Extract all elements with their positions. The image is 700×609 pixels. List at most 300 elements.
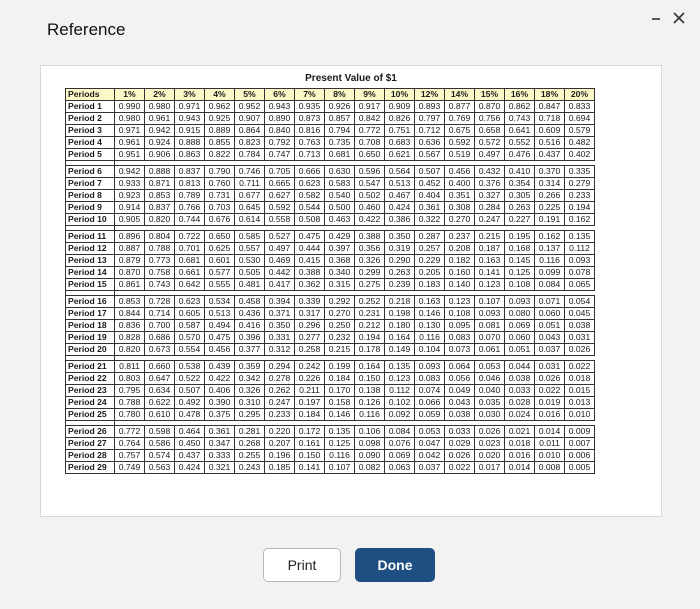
pv-cell: 0.424 (385, 202, 415, 214)
pv-cell: 0.135 (565, 231, 595, 243)
pv-cell: 0.757 (115, 450, 145, 462)
pv-cell: 0.816 (295, 125, 325, 137)
pv-cell: 0.417 (265, 279, 295, 291)
header-rate: 1% (115, 89, 145, 101)
pv-cell: 0.008 (535, 462, 565, 474)
pv-cell: 0.666 (295, 166, 325, 178)
pv-cell: 0.263 (385, 267, 415, 279)
pv-cell: 0.229 (415, 255, 445, 267)
table-row (66, 202, 595, 214)
pv-cell: 0.194 (565, 202, 595, 214)
pv-cell: 0.141 (295, 462, 325, 474)
pv-cell: 0.790 (205, 166, 235, 178)
present-value-table (65, 88, 595, 474)
pv-cell: 0.370 (535, 166, 565, 178)
pv-cell: 0.625 (205, 243, 235, 255)
pv-cell: 0.037 (415, 462, 445, 474)
pv-cell: 0.182 (445, 255, 475, 267)
pv-cell: 0.232 (325, 332, 355, 344)
period-label: Period 25 (66, 409, 115, 421)
pv-cell: 0.010 (565, 409, 595, 421)
pv-cell: 0.220 (265, 426, 295, 438)
pv-cell: 0.713 (295, 149, 325, 161)
pv-cell: 0.952 (235, 101, 265, 113)
pv-cell: 0.442 (265, 267, 295, 279)
pv-cell: 0.823 (235, 137, 265, 149)
header-rate: 9% (355, 89, 385, 101)
pv-cell: 0.747 (265, 149, 295, 161)
pv-cell: 0.278 (265, 373, 295, 385)
pv-cell: 0.636 (415, 137, 445, 149)
pv-cell: 0.862 (505, 101, 535, 113)
pv-cell: 0.081 (475, 320, 505, 332)
pv-cell: 0.469 (265, 255, 295, 267)
pv-cell: 0.534 (205, 296, 235, 308)
period-label: Period 11 (66, 231, 115, 243)
table-row (66, 137, 595, 149)
pv-cell: 0.683 (385, 137, 415, 149)
pv-cell: 0.035 (475, 397, 505, 409)
pv-cell: 0.388 (355, 231, 385, 243)
pv-cell: 0.107 (325, 462, 355, 474)
pv-cell: 0.233 (265, 409, 295, 421)
pv-cell: 0.650 (205, 231, 235, 243)
pv-cell: 0.505 (235, 267, 265, 279)
pv-cell: 0.339 (295, 296, 325, 308)
pv-cell: 0.205 (415, 267, 445, 279)
pv-cell: 0.926 (325, 101, 355, 113)
pv-cell: 0.942 (145, 125, 175, 137)
pv-cell: 0.397 (325, 243, 355, 255)
pv-cell: 0.889 (205, 125, 235, 137)
pv-cell: 0.452 (415, 178, 445, 190)
pv-cell: 0.296 (295, 320, 325, 332)
pv-cell: 0.212 (355, 320, 385, 332)
pv-cell: 0.410 (505, 166, 535, 178)
header-rate: 20% (565, 89, 595, 101)
pv-cell: 0.820 (115, 344, 145, 356)
period-label: Period 20 (66, 344, 115, 356)
pv-cell: 0.513 (205, 308, 235, 320)
pv-cell: 0.029 (445, 438, 475, 450)
pv-cell: 0.516 (535, 137, 565, 149)
pv-cell: 0.429 (325, 231, 355, 243)
pv-cell: 0.158 (325, 397, 355, 409)
pv-cell: 0.146 (325, 409, 355, 421)
pv-cell: 0.073 (445, 344, 475, 356)
pv-cell: 0.356 (355, 243, 385, 255)
pv-cell: 0.582 (295, 190, 325, 202)
pv-cell: 0.475 (295, 231, 325, 243)
pv-cell: 0.853 (145, 190, 175, 202)
table-row (66, 214, 595, 226)
pv-cell: 0.788 (115, 397, 145, 409)
pv-cell: 0.500 (325, 202, 355, 214)
period-label: Period 22 (66, 373, 115, 385)
pv-cell: 0.184 (325, 373, 355, 385)
table-row (66, 231, 595, 243)
period-label: Period 2 (66, 113, 115, 125)
close-button[interactable] (671, 10, 687, 26)
pv-cell: 0.980 (145, 101, 175, 113)
minimize-button[interactable] (648, 10, 664, 26)
pv-cell: 0.711 (235, 178, 265, 190)
pv-cell: 0.258 (295, 344, 325, 356)
pv-cell: 0.009 (565, 426, 595, 438)
pv-cell: 0.887 (115, 243, 145, 255)
pv-cell: 0.197 (295, 397, 325, 409)
pv-cell: 0.893 (415, 101, 445, 113)
pv-cell: 0.031 (535, 361, 565, 373)
pv-cell: 0.191 (535, 214, 565, 226)
pv-cell: 0.555 (205, 279, 235, 291)
pv-cell: 0.270 (325, 308, 355, 320)
pv-cell: 0.187 (475, 243, 505, 255)
pv-cell: 0.172 (295, 426, 325, 438)
table-row (66, 178, 595, 190)
pv-cell: 0.743 (505, 113, 535, 125)
pv-cell: 0.063 (385, 462, 415, 474)
pv-cell: 0.879 (115, 255, 145, 267)
pv-cell: 0.033 (505, 385, 535, 397)
pv-cell: 0.853 (115, 296, 145, 308)
pv-cell: 0.076 (385, 438, 415, 450)
pv-cell: 0.935 (295, 101, 325, 113)
pv-cell: 0.237 (445, 231, 475, 243)
pv-cell: 0.168 (505, 243, 535, 255)
pv-cell: 0.962 (205, 101, 235, 113)
pv-cell: 0.315 (325, 279, 355, 291)
pv-cell: 0.150 (295, 450, 325, 462)
pv-cell: 0.010 (535, 450, 565, 462)
pv-cell: 0.093 (565, 255, 595, 267)
period-label: Period 1 (66, 101, 115, 113)
pv-cell: 0.239 (385, 279, 415, 291)
period-label: Period 12 (66, 243, 115, 255)
pv-cell: 0.371 (265, 308, 295, 320)
pv-cell: 0.705 (265, 166, 295, 178)
pv-cell: 0.294 (265, 361, 295, 373)
pv-cell: 0.464 (175, 426, 205, 438)
pv-cell: 0.150 (355, 373, 385, 385)
pv-cell: 0.871 (145, 178, 175, 190)
pv-cell: 0.642 (175, 279, 205, 291)
header-rate: 14% (445, 89, 475, 101)
pv-cell: 0.090 (355, 450, 385, 462)
pv-cell: 0.026 (445, 450, 475, 462)
pv-cell: 0.040 (475, 385, 505, 397)
pv-cell: 0.476 (505, 149, 535, 161)
pv-cell: 0.826 (385, 113, 415, 125)
pv-cell: 0.011 (535, 438, 565, 450)
table-row (66, 450, 595, 462)
pv-cell: 0.116 (325, 450, 355, 462)
pv-cell: 0.247 (475, 214, 505, 226)
pv-cell: 0.763 (295, 137, 325, 149)
pv-cell: 0.051 (535, 320, 565, 332)
header-rate: 16% (505, 89, 535, 101)
table-row (66, 255, 595, 267)
pv-cell: 0.432 (475, 166, 505, 178)
period-label: Period 3 (66, 125, 115, 137)
pv-cell: 0.773 (145, 255, 175, 267)
table-row (66, 267, 595, 279)
pv-cell: 0.623 (175, 296, 205, 308)
pv-cell: 0.460 (355, 202, 385, 214)
table-row (66, 385, 595, 397)
pv-cell: 0.078 (565, 267, 595, 279)
pv-cell: 0.788 (145, 243, 175, 255)
pv-cell: 0.813 (175, 178, 205, 190)
pv-cell: 0.290 (385, 255, 415, 267)
pv-cell: 0.208 (445, 243, 475, 255)
pv-cell: 0.065 (565, 279, 595, 291)
pv-cell: 0.044 (505, 361, 535, 373)
pv-cell: 0.138 (355, 385, 385, 397)
print-button[interactable]: Print (263, 548, 341, 582)
period-label: Period 16 (66, 296, 115, 308)
pv-cell: 0.225 (535, 202, 565, 214)
pv-cell: 0.558 (265, 214, 295, 226)
pv-cell: 0.099 (535, 267, 565, 279)
header-rate: 5% (235, 89, 265, 101)
pv-cell: 0.792 (265, 137, 295, 149)
pv-cell: 0.641 (505, 125, 535, 137)
pv-cell: 0.907 (235, 113, 265, 125)
pv-cell: 0.436 (235, 308, 265, 320)
pv-cell: 0.811 (115, 361, 145, 373)
period-label: Period 29 (66, 462, 115, 474)
pv-cell: 0.226 (295, 373, 325, 385)
pv-cell: 0.207 (265, 438, 295, 450)
pv-cell: 0.478 (175, 409, 205, 421)
table-row (66, 243, 595, 255)
period-label: Period 7 (66, 178, 115, 190)
pv-cell: 0.583 (325, 178, 355, 190)
pv-cell: 0.178 (355, 344, 385, 356)
reference-image-panel[interactable] (40, 65, 662, 517)
pv-cell: 0.456 (205, 344, 235, 356)
pv-cell: 0.833 (565, 101, 595, 113)
pv-cell: 0.161 (295, 438, 325, 450)
pv-cell: 0.610 (145, 409, 175, 421)
pv-cell: 0.888 (145, 166, 175, 178)
period-label: Period 21 (66, 361, 115, 373)
pv-cell: 0.054 (565, 296, 595, 308)
pv-cell: 0.305 (505, 190, 535, 202)
pv-cell: 0.475 (205, 332, 235, 344)
table-row (66, 409, 595, 421)
pv-cell: 0.522 (175, 373, 205, 385)
pv-cell: 0.268 (235, 438, 265, 450)
pv-cell: 0.708 (355, 137, 385, 149)
pv-cell: 0.942 (115, 166, 145, 178)
pv-cell: 0.508 (295, 214, 325, 226)
pv-cell: 0.749 (115, 462, 145, 474)
pv-cell: 0.660 (145, 361, 175, 373)
pv-cell: 0.388 (295, 267, 325, 279)
pv-cell: 0.023 (475, 438, 505, 450)
pv-cell: 0.847 (535, 101, 565, 113)
pv-cell: 0.540 (325, 190, 355, 202)
pv-cell: 0.703 (205, 202, 235, 214)
pv-cell: 0.758 (145, 267, 175, 279)
pv-cell: 0.123 (385, 373, 415, 385)
pv-cell: 0.577 (205, 267, 235, 279)
pv-cell: 0.731 (205, 190, 235, 202)
pv-cell: 0.083 (445, 332, 475, 344)
pv-cell: 0.106 (355, 426, 385, 438)
period-label: Period 17 (66, 308, 115, 320)
pv-cell: 0.126 (355, 397, 385, 409)
table-row (66, 438, 595, 450)
pv-cell: 0.319 (385, 243, 415, 255)
pv-cell: 0.402 (565, 149, 595, 161)
pv-cell: 0.018 (565, 373, 595, 385)
pv-cell: 0.681 (325, 149, 355, 161)
pv-cell: 0.567 (415, 149, 445, 161)
pv-cell: 0.243 (235, 462, 265, 474)
pv-cell: 0.107 (475, 296, 505, 308)
pv-cell: 0.971 (175, 101, 205, 113)
pv-cell: 0.896 (115, 231, 145, 243)
pv-cell: 0.257 (415, 243, 445, 255)
pv-cell: 0.255 (235, 450, 265, 462)
table-row (66, 279, 595, 291)
pv-cell: 0.218 (385, 296, 415, 308)
pv-cell: 0.082 (355, 462, 385, 474)
pv-cell: 0.112 (565, 243, 595, 255)
period-label: Period 4 (66, 137, 115, 149)
table-row (66, 320, 595, 332)
pv-cell: 0.198 (385, 308, 415, 320)
pv-cell: 0.609 (535, 125, 565, 137)
pv-cell: 0.675 (445, 125, 475, 137)
pv-cell: 0.102 (385, 397, 415, 409)
pv-cell: 0.038 (505, 373, 535, 385)
pv-cell: 0.308 (445, 202, 475, 214)
pv-cell: 0.021 (505, 426, 535, 438)
pv-cell: 0.022 (445, 462, 475, 474)
pv-cell: 0.789 (175, 190, 205, 202)
pv-cell: 0.694 (565, 113, 595, 125)
pv-cell: 0.718 (535, 113, 565, 125)
pv-cell: 0.837 (145, 202, 175, 214)
table-row (66, 426, 595, 438)
pv-cell: 0.909 (385, 101, 415, 113)
pv-cell: 0.137 (535, 243, 565, 255)
pv-cell: 0.108 (505, 279, 535, 291)
table-row (66, 361, 595, 373)
pv-cell: 0.093 (415, 361, 445, 373)
pv-cell: 0.056 (445, 373, 475, 385)
pv-cell: 0.422 (355, 214, 385, 226)
pv-cell: 0.890 (265, 113, 295, 125)
pv-cell: 0.350 (385, 231, 415, 243)
done-button[interactable]: Done (355, 548, 435, 582)
pv-cell: 0.377 (235, 344, 265, 356)
pv-cell: 0.059 (415, 409, 445, 421)
pv-cell: 0.162 (535, 231, 565, 243)
pv-cell: 0.596 (355, 166, 385, 178)
pv-cell: 0.424 (175, 462, 205, 474)
pv-cell: 0.125 (325, 438, 355, 450)
pv-cell: 0.376 (475, 178, 505, 190)
pv-cell: 0.855 (205, 137, 235, 149)
pv-cell: 0.492 (175, 397, 205, 409)
pv-cell: 0.014 (535, 426, 565, 438)
pv-cell: 0.463 (325, 214, 355, 226)
pv-cell: 0.359 (235, 361, 265, 373)
pv-cell: 0.284 (475, 202, 505, 214)
pv-cell: 0.404 (415, 190, 445, 202)
pv-cell: 0.743 (145, 279, 175, 291)
pv-cell: 0.570 (175, 332, 205, 344)
pv-cell: 0.634 (145, 385, 175, 397)
pv-cell: 0.422 (205, 373, 235, 385)
pv-cell: 0.095 (445, 320, 475, 332)
pv-cell: 0.527 (265, 231, 295, 243)
pv-cell: 0.623 (295, 178, 325, 190)
pv-cell: 0.701 (175, 243, 205, 255)
pv-cell: 0.043 (535, 332, 565, 344)
header-rate: 15% (475, 89, 505, 101)
pv-cell: 0.621 (385, 149, 415, 161)
pv-cell: 0.614 (235, 214, 265, 226)
pv-cell: 0.386 (385, 214, 415, 226)
pv-cell: 0.842 (355, 113, 385, 125)
pv-cell: 0.458 (235, 296, 265, 308)
pv-cell: 0.145 (505, 255, 535, 267)
pv-cell: 0.299 (355, 267, 385, 279)
pv-cell: 0.519 (445, 149, 475, 161)
pv-cell: 0.116 (535, 255, 565, 267)
pv-cell: 0.104 (415, 344, 445, 356)
pv-cell: 0.574 (145, 450, 175, 462)
pv-cell: 0.069 (505, 320, 535, 332)
pv-cell: 0.351 (445, 190, 475, 202)
pv-cell: 0.074 (415, 385, 445, 397)
table-row (66, 308, 595, 320)
pv-cell: 0.943 (265, 101, 295, 113)
pv-cell: 0.557 (235, 243, 265, 255)
pv-cell: 0.093 (505, 296, 535, 308)
pv-cell: 0.017 (475, 462, 505, 474)
pv-cell: 0.924 (145, 137, 175, 149)
pv-cell: 0.857 (325, 113, 355, 125)
pv-cell: 0.665 (265, 178, 295, 190)
pv-cell: 0.123 (445, 296, 475, 308)
pv-cell: 0.211 (295, 385, 325, 397)
period-label: Period 15 (66, 279, 115, 291)
pv-cell: 0.043 (445, 397, 475, 409)
pv-cell: 0.060 (505, 332, 535, 344)
period-label: Period 14 (66, 267, 115, 279)
pv-cell: 0.321 (205, 462, 235, 474)
pv-cell: 0.971 (115, 125, 145, 137)
pv-cell: 0.735 (325, 137, 355, 149)
pv-cell: 0.772 (355, 125, 385, 137)
pv-cell: 0.006 (565, 450, 595, 462)
pv-cell: 0.630 (325, 166, 355, 178)
pv-cell: 0.019 (535, 397, 565, 409)
pv-cell: 0.658 (475, 125, 505, 137)
pv-cell: 0.047 (415, 438, 445, 450)
pv-cell: 0.051 (505, 344, 535, 356)
pv-cell: 0.905 (115, 214, 145, 226)
pv-cell: 0.837 (175, 166, 205, 178)
period-label: Period 19 (66, 332, 115, 344)
